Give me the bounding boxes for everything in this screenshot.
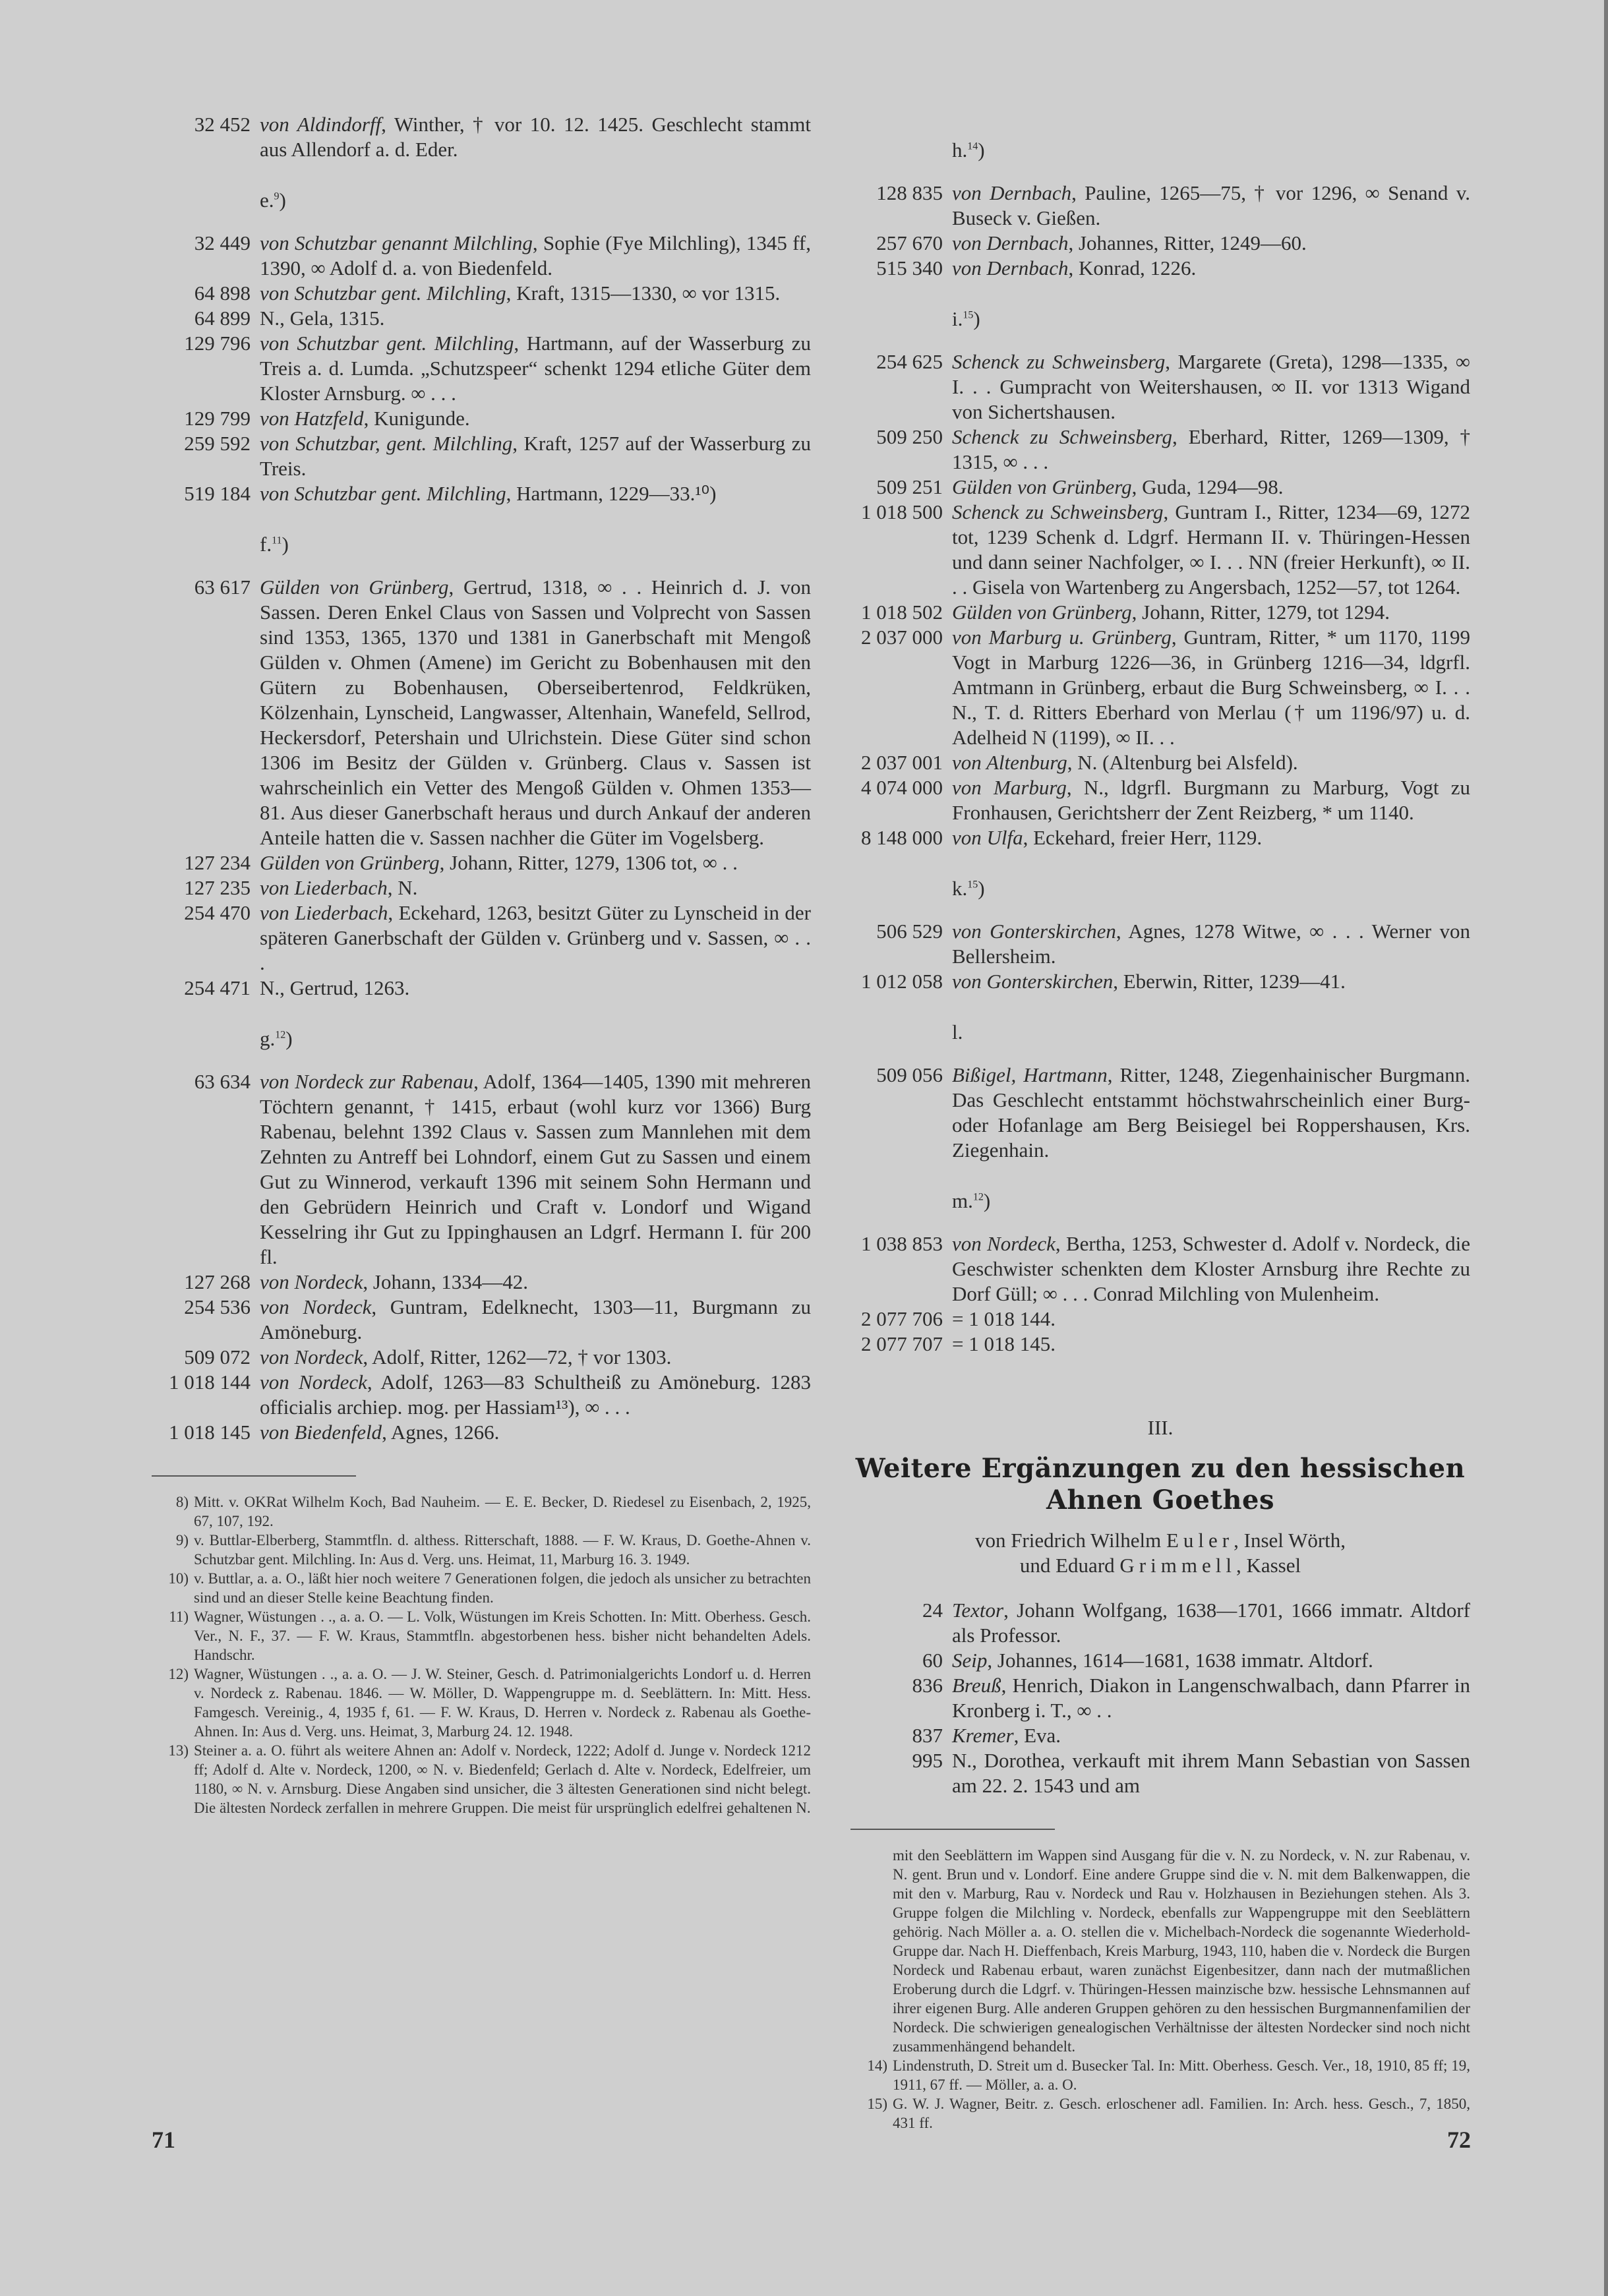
- entry-text: [260, 306, 811, 331]
- footnote: [152, 1531, 811, 1569]
- byline-text: , Insel Wörth,: [1234, 1529, 1346, 1552]
- entry-text: [952, 750, 1470, 775]
- entry-text: [952, 1723, 1470, 1748]
- family-name: Bißigel, Hartmann: [952, 1063, 1108, 1086]
- entry-text: [952, 1231, 1470, 1307]
- ahnen-number: 129 799: [184, 407, 251, 430]
- entry-text: [260, 112, 811, 162]
- ahnen-number: 509 056: [876, 1063, 943, 1086]
- section-label: i.$^{15}$): [952, 307, 980, 330]
- ahnen-number: 259 592: [184, 432, 251, 455]
- family-name: Gülden von Grünberg: [260, 851, 440, 874]
- entry-text: [260, 1295, 811, 1345]
- ahnen-number: 257 670: [876, 231, 943, 254]
- footnote-13-continuation: mit den Seeblättern im Wappen sind Ausgang für die v. N. zu Nordeck, v. N. zur Rabenau, v. N. gent. Brun und v. Londorf. Eine andere Gruppe sind die v. N. mit dem Balkenwappen, die mit den v. Marburg, Rau v. Nordeck und Rau v. Holzhausen in Beziehungen stehen. Als 3. Gruppe folgen die Milchling v. Nordeck, ebenfalls zur Wappengruppe mit den Seeblättern gehörig. Nach Möller a. a. O. stellen die v. Michelbach-Nordeck die sogenannte Wiederhold-Gruppe dar. Nach H. Dieffenbach, Kreis Marburg, 1943, 110, haben die v. Nordeck die Burgen Nordeck und Rabenau erbaut, waren zunächst Eigenbesitzer, dann nach der mutmaßlichen Eroberung durch die Ldgrf. v. Thüringen-Hessen mainzische bzw. hessische Lehnsmannen auf ihrer eigenen Burg. Alle anderen Gruppen gehören zu den hessischen Burgmannenfamilien der Nordeck. Die schwierigen genealogischen Verhältnisse der ältesten Nordecker sind noch nicht zusammenhängend behandelt.: [893, 1847, 1470, 2055]
- right-footnotes: [850, 1846, 1470, 2133]
- ahnen-number: 128 835: [876, 181, 943, 204]
- entry-details: , Henrich, Diakon in Langenschwalbach, dann Pfarrer in Kronberg i. T., ∞ . .: [952, 1674, 1470, 1722]
- ahnen-number: 2 077 706: [861, 1307, 943, 1330]
- section-letter: h.: [952, 138, 968, 162]
- entry-details: , Eckehard, freier Herr, 1129.: [1023, 826, 1263, 849]
- ahnen-number: 837: [912, 1724, 943, 1747]
- section-letter: k.: [952, 877, 968, 900]
- family-name: von Nordeck: [260, 1270, 363, 1293]
- footnote-number: 13): [168, 1742, 189, 1759]
- genealogy-entry: [152, 481, 811, 506]
- genealogy-entry: [850, 1723, 1470, 1748]
- byline-text: , Kassel: [1236, 1554, 1301, 1577]
- section-letter: l.: [952, 1020, 963, 1044]
- family-name: Breuß: [952, 1674, 1001, 1697]
- right-entries: [850, 138, 1470, 1357]
- ahnen-number: 24: [922, 1599, 943, 1622]
- article-title-line2: Ahnen Goethes: [1046, 1485, 1274, 1516]
- entry-details: , Adolf, Ritter, 1262—72, † vor 1303.: [363, 1345, 672, 1369]
- entry-details: N., Gela, 1315.: [260, 307, 385, 330]
- genealogy-entry: [850, 475, 1470, 500]
- ahnen-number: 509 072: [184, 1345, 251, 1369]
- entry-details: , Agnes, 1266.: [382, 1421, 500, 1444]
- entry-details: N., Dorothea, verkauft mit ihrem Mann Sebastian von Sassen am 22. 2. 1543 und am: [952, 1749, 1470, 1797]
- entry-details: , Guntram I., Ritter, 1234—69, 1272 tot, 1239 Schenk d. Ldgrf. Hermann II. v. Thüringen-Hessen und dann seiner Nachfolger, ∞ I. . . NN (freier Herkunft), ∞ II. . . Gisela von Wartenberg zu Angersbach, 1252—57, tot 1264.: [952, 500, 1470, 599]
- genealogy-entry: [850, 775, 1470, 825]
- footnote-number: 15): [867, 2096, 887, 2112]
- family-name: von Altenburg: [952, 751, 1067, 774]
- entry-details: , Winther, † vor 10. 12. 1425. Geschlecht stammt aus Allendorf a. d. Eder.: [260, 113, 811, 161]
- entry-text: [260, 1069, 811, 1270]
- footnote: [850, 2094, 1470, 2133]
- entry-text: [260, 1370, 811, 1420]
- left-page-column: [152, 112, 811, 1817]
- entry-details: , Adolf, 1364—1405, 1390 mit mehreren Töchtern genannt, † 1415, erbaut (wohl kurz vor 1366) Burg Rabenau, belehnt 1392 Claus v. Sassen zum Mannlehen mit dem Zehnten zu Antreff bei Lohndorf, einem Gut zu Sassen und einem Gut zu Winnerod, verkauft 1396 mit seinem Sohn Hermann und den Gebrüdern Heinrich und Craft v. Londorf und Wigand Kesselring ihr Gut zu Ippinghausen an Ldgrf. Hermann I. für 200 fl.: [260, 1070, 811, 1268]
- ahnen-number: 4 074 000: [861, 776, 943, 799]
- footnote-text: Lindenstruth, D. Streit um d. Busecker Tal. In: Mitt. Oberhess. Gesch. Ver., 18, 1910, 85 ff; 19, 1911, 67 ff. — Möller, a. a. O.: [893, 2057, 1470, 2093]
- genealogy-entry: [152, 1420, 811, 1445]
- ahnen-number: 836: [912, 1674, 943, 1697]
- entry-text: [260, 281, 811, 306]
- entry-details: , Johann Wolfgang, 1638—1701, 1666 immatr. Altdorf als Professor.: [952, 1599, 1470, 1647]
- entry-text: [260, 1270, 811, 1295]
- entry-details: , Guntram, Edelknecht, 1303—11, Burgmann zu Amöneburg.: [260, 1295, 811, 1343]
- genealogy-entry: [152, 976, 811, 1001]
- entry-text: [260, 431, 811, 481]
- footnote: [152, 1664, 811, 1741]
- genealogy-entry: [850, 1598, 1470, 1648]
- entry-text: [952, 425, 1470, 475]
- genealogy-entry: [152, 431, 811, 481]
- section-label: [850, 1020, 1470, 1044]
- family-name: Seip: [952, 1649, 988, 1672]
- footnote: [850, 2056, 1470, 2094]
- genealogy-entry: [152, 1295, 811, 1345]
- author-grimmell: Grimmell: [1119, 1554, 1236, 1577]
- ahnen-number: 254 470: [184, 901, 251, 924]
- entry-details: , Eva.: [1013, 1724, 1061, 1747]
- family-name: Gülden von Grünberg: [952, 601, 1132, 624]
- family-name: von Liederbach: [260, 901, 388, 924]
- entry-details: , Hartmann, auf der Wasserburg zu Treis a. d. Lumda. „Schutzspeer“ schenkt 1294 etliche Güter dem Kloster Arnsburg. ∞ . . .: [260, 332, 811, 405]
- genealogy-entry: [152, 850, 811, 875]
- genealogy-entry: [152, 406, 811, 431]
- ahnen-number: 63 634: [194, 1070, 251, 1093]
- footnote-rule: [152, 1475, 356, 1477]
- entry-text: [952, 919, 1470, 969]
- genealogy-entry: [152, 875, 811, 900]
- ahnen-number: 64 898: [194, 281, 251, 305]
- right-footnote-list: [850, 2056, 1470, 2133]
- entry-text: [952, 1307, 1470, 1332]
- entry-text: [260, 976, 811, 1001]
- article-title-line1: Weitere Ergänzungen zu den hessischen: [855, 1453, 1466, 1484]
- section-label: h.$^{14}$): [952, 138, 985, 162]
- family-name: von Ulfa: [952, 826, 1023, 849]
- genealogy-entry: [850, 1231, 1470, 1307]
- ahnen-number: 1 018 502: [861, 601, 943, 624]
- footnote-text: v. Buttlar-Elberberg, Stammtfln. d. althess. Ritterschaft, 1888. — F. W. Kraus, D. Goethe-Ahnen v. Schutzbar gent. Milchling. In: Aus d. Verg. uns. Heimat, 11, Marburg 16. 3. 1949.: [194, 1532, 811, 1568]
- family-name: von Nordeck: [260, 1370, 367, 1394]
- entry-text: [260, 1420, 811, 1445]
- ahnen-number: 254 625: [876, 350, 943, 373]
- page-edge: [1604, 0, 1608, 2296]
- family-name: von Schutzbar gent. Milchling: [260, 482, 506, 505]
- section-label: m.$^{12}$): [952, 1189, 991, 1212]
- entry-details: , Adolf, 1263—83 Schultheiß zu Amöneburg. 1283 officialis archiep. mog. per Hassiam¹³), ∞ . . .: [260, 1370, 811, 1419]
- footnote-number: 9): [175, 1532, 189, 1548]
- family-name: von Marburg u. Grünberg: [952, 626, 1172, 649]
- ahnen-number: 254 471: [184, 976, 251, 999]
- genealogy-entry: [850, 825, 1470, 850]
- footnote-text: v. Buttlar, a. a. O., läßt hier noch weitere 7 Generationen folgen, die jedoch als unsicher zu betrachten sind und an dieser Stelle keine Beachtung finden.: [194, 1570, 811, 1606]
- entry-text: [260, 406, 811, 431]
- entry-text: [260, 850, 811, 875]
- family-name: von Biedenfeld: [260, 1421, 382, 1444]
- page-number-left: 71: [152, 2127, 175, 2153]
- footnote-rule: [850, 1829, 1055, 1830]
- footnote-number: 8): [175, 1494, 189, 1510]
- ahnen-number: 995: [912, 1749, 943, 1772]
- family-name: von Nordeck: [260, 1345, 363, 1369]
- footnote-ref: 9: [274, 191, 280, 202]
- ahnen-number: 509 250: [876, 425, 943, 448]
- ahnen-number: 509 251: [876, 475, 943, 498]
- left-entries: [152, 112, 811, 1445]
- footnote: [152, 1741, 811, 1817]
- footnote-ref: 14: [967, 140, 978, 152]
- genealogy-entry: [850, 1748, 1470, 1798]
- genealogy-entry: [152, 1069, 811, 1270]
- genealogy-entry: [850, 349, 1470, 425]
- family-name: von Gonterskirchen: [952, 970, 1114, 993]
- entry-details: , Hartmann, 1229—33.¹⁰): [506, 482, 717, 505]
- genealogy-entry: [152, 575, 811, 850]
- entry-details: , Eberhard, Ritter, 1269—1309, † 1315, ∞ . . .: [952, 425, 1470, 473]
- family-name: von Aldindorff: [260, 113, 382, 136]
- footnote: [152, 1569, 811, 1607]
- genealogy-entry: [850, 231, 1470, 256]
- genealogy-entry: [152, 231, 811, 281]
- section-letter: g.: [260, 1027, 276, 1050]
- ahnen-number: 127 235: [184, 876, 251, 899]
- footnote-ref: 15: [963, 309, 974, 321]
- entry-details: , Johann, 1334—42.: [363, 1270, 528, 1293]
- left-footnotes: [152, 1492, 811, 1817]
- family-name: von Schutzbar gent. Milchling: [260, 332, 514, 355]
- genealogy-entry: [850, 500, 1470, 600]
- genealogy-entry: [850, 969, 1470, 994]
- family-name: von Schutzbar, gent. Milchling: [260, 432, 513, 455]
- ahnen-number: 2 037 000: [861, 626, 943, 649]
- entry-text: [952, 1063, 1470, 1163]
- ahnen-number: 127 234: [184, 851, 251, 874]
- genealogy-entry: [850, 256, 1470, 281]
- family-name: Schenck zu Schweinsberg: [952, 500, 1164, 523]
- entry-text: [952, 969, 1470, 994]
- genealogy-entry: [850, 1063, 1470, 1163]
- entry-text: [952, 625, 1470, 750]
- ahnen-number: 8 148 000: [861, 826, 943, 849]
- ahnen-number: 1 018 500: [861, 500, 943, 523]
- footnote-ref: 15: [967, 879, 978, 891]
- ahnen-number: 32 452: [194, 113, 251, 136]
- entry-details: , Sophie (Fye Milchling), 1345 ff, 1390, ∞ Adolf d. a. von Biedenfeld.: [260, 231, 811, 280]
- footnote-number: 12): [168, 1666, 189, 1682]
- footnote-text: Wagner, Wüstungen . ., a. a. O. — L. Volk, Wüstungen im Kreis Schotten. In: Mitt. Oberhess. Gesch. Ver., N. F., 37. — F. W. Kraus, Stammtfln. abgestorbenen hess. bisher nicht behandelten Adels. Handschr.: [194, 1608, 811, 1663]
- entry-details: , Ritter, 1248, Ziegenhainischer Burgmann. Das Geschlecht entstammt höchstwahrscheinlich einer Burg- oder Hofanlage am Berg Beisiegel bei Roppershausen, Krs. Ziegenhain.: [952, 1063, 1470, 1162]
- entry-details: , Agnes, 1278 Witwe, ∞ . . . Werner von Bellersheim.: [952, 920, 1470, 968]
- entry-text: [260, 900, 811, 976]
- footnote-text: Steiner a. a. O. führt als weitere Ahnen an: Adolf v. Nordeck, 1222; Adolf d. Junge v. Nordeck 1212 ff; Adolf d. Alte v. Nordeck, 1200, ∞ N. v. Biedenfeld; Gerlach d. Alte v. Nordeck, Edelfreier, um 1180, ∞ N. v. Arnsburg. Diese Angaben sind unsicher, die 3 ältesten Generationen sind nicht belegt. Die ältesten Nordeck zerfallen in mehrere Gruppen. Die meist für ursprünglich edelfrei gehaltenen N.: [194, 1742, 811, 1816]
- entry-details: , Bertha, 1253, Schwester d. Adolf v. Nordeck, die Geschwister schenkten dem Kloster Arnsburg ihre Rechte zu Dorf Güll; ∞ . . . Conrad Milchling von Mulenheim.: [952, 1232, 1470, 1305]
- family-name: von Marburg: [952, 776, 1067, 799]
- ahnen-number: 63 617: [194, 575, 251, 599]
- ahnen-number: 2 037 001: [861, 751, 943, 774]
- ahnen-number: 32 449: [194, 231, 251, 254]
- genealogy-entry: [850, 750, 1470, 775]
- footnote: [152, 1607, 811, 1664]
- genealogy-entry: [850, 181, 1470, 231]
- family-name: Gülden von Grünberg: [260, 575, 449, 599]
- article-entries: [850, 1598, 1470, 1798]
- section-letter: i.: [952, 307, 963, 330]
- entry-text: [952, 256, 1470, 281]
- genealogy-entry: [850, 1332, 1470, 1357]
- family-name: Kremer: [952, 1724, 1014, 1747]
- ahnen-number: 506 529: [876, 920, 943, 943]
- entry-text: [952, 1332, 1470, 1357]
- family-name: von Nordeck zur Rabenau: [260, 1070, 474, 1093]
- entry-details: , Guda, 1294—98.: [1131, 475, 1284, 498]
- ahnen-number: 129 796: [184, 332, 251, 355]
- ahnen-number: 515 340: [876, 256, 943, 280]
- section-label: g.$^{12}$): [260, 1027, 293, 1050]
- entry-details: , Eckehard, 1263, besitzt Güter zu Lynscheid in der späteren Ganerbschaft der Gülden v. Grünberg und v. Sassen, ∞ . . .: [260, 901, 811, 974]
- entry-text: [952, 1598, 1470, 1648]
- genealogy-entry: [152, 331, 811, 406]
- entry-details: , N. (Altenburg bei Alsfeld).: [1067, 751, 1298, 774]
- family-name: von Gonterskirchen: [952, 920, 1116, 943]
- family-name: Textor: [952, 1599, 1004, 1622]
- genealogy-entry: [850, 1307, 1470, 1332]
- entry-details: , N.: [387, 876, 418, 899]
- entry-details: = 1 018 145.: [952, 1332, 1056, 1355]
- entry-text: [952, 600, 1470, 625]
- byline-text: und Eduard: [1019, 1554, 1120, 1577]
- entry-details: , Johannes, 1614—1681, 1638 immatr. Altdorf.: [987, 1649, 1373, 1672]
- entry-details: , Johannes, Ritter, 1249—60.: [1068, 231, 1307, 254]
- ahnen-number: 1 018 145: [169, 1421, 251, 1444]
- article-byline: [850, 1528, 1470, 1578]
- entry-text: [260, 1345, 811, 1370]
- footnote-number: 10): [168, 1570, 189, 1587]
- ahnen-number: 1 012 058: [861, 970, 943, 993]
- ahnen-number: 1 038 853: [861, 1232, 943, 1255]
- family-name: von Dernbach: [952, 256, 1069, 280]
- ahnen-number: 1 018 144: [169, 1370, 251, 1394]
- ahnen-number: 127 268: [184, 1270, 251, 1293]
- genealogy-entry: [152, 900, 811, 976]
- genealogy-entry: [152, 112, 811, 162]
- entry-text: [260, 331, 811, 406]
- footnote-text: G. W. J. Wagner, Beitr. z. Gesch. erloschener adl. Familien. In: Arch. hess. Gesch., 7, 1850, 431 ff.: [893, 2096, 1470, 2131]
- family-name: von Schutzbar genannt Milchling: [260, 231, 533, 254]
- right-page-column: [850, 112, 1470, 2133]
- ahnen-number: 254 536: [184, 1295, 251, 1318]
- genealogy-entry: [850, 1673, 1470, 1723]
- entry-details: , Pauline, 1265—75, † vor 1296, ∞ Senand v. Buseck v. Gießen.: [952, 181, 1470, 229]
- genealogy-entry: [850, 919, 1470, 969]
- article-title: [850, 1453, 1470, 1516]
- ahnen-number: 60: [922, 1649, 943, 1672]
- footnote-ref: 12: [275, 1029, 286, 1041]
- entry-details: = 1 018 144.: [952, 1307, 1056, 1330]
- family-name: von Hatzfeld: [260, 407, 364, 430]
- footnote-text: Mitt. v. OKRat Wilhelm Koch, Bad Nauheim. — E. E. Becker, D. Riedesel zu Eisenbach, 2, 1925, 67, 107, 192.: [194, 1494, 811, 1529]
- entry-details: , Kraft, 1257 auf der Wasserburg zu Treis.: [260, 432, 812, 480]
- ahnen-number: 519 184: [184, 482, 251, 505]
- entry-text: [952, 475, 1470, 500]
- footnote-text: Wagner, Wüstungen . ., a. a. O. — J. W. Steiner, Gesch. d. Patrimonialgerichts Londorf u. d. Herren v. Nordeck z. Rabenau. 1846. — W. Möller, D. Wappengruppe m. d. Seeblättern. In: Mitt. Hess. Famgesch. Vereinig., 4, 1935 f, 61. — F. W. Kraus, D. Herren v. Nordeck z. Rabenau als Goethe-Ahnen. In: Aus d. Verg. uns. Heimat, 3, Marburg 24. 12. 1948.: [194, 1666, 811, 1740]
- genealogy-entry: [152, 1370, 811, 1420]
- genealogy-entry: [850, 625, 1470, 750]
- entry-details: , Kraft, 1315—1330, ∞ vor 1315.: [506, 281, 781, 305]
- footnote-ref: 12: [972, 1191, 984, 1203]
- entry-details: , Kunigunde.: [363, 407, 470, 430]
- family-name: Gülden von Grünberg: [952, 475, 1132, 498]
- footnote-number: 14): [867, 2057, 887, 2074]
- family-name: von Nordeck: [260, 1295, 372, 1318]
- genealogy-entry: [152, 1270, 811, 1295]
- family-name: von Nordeck: [952, 1232, 1056, 1255]
- ahnen-number: 64 899: [194, 307, 251, 330]
- entry-text: [260, 481, 811, 506]
- genealogy-entry: [152, 306, 811, 331]
- entry-details: , Eberwin, Ritter, 1239—41.: [1113, 970, 1346, 993]
- section-letter: f.: [260, 533, 272, 556]
- section-label: e.$^9$): [260, 189, 286, 212]
- entry-text: [952, 1673, 1470, 1723]
- footnote: [152, 1492, 811, 1531]
- entry-text: [260, 875, 811, 900]
- genealogy-entry: [850, 600, 1470, 625]
- entry-text: [952, 1748, 1470, 1798]
- entry-details: , Guntram, Ritter, * um 1170, 1199 Vogt in Marburg 1226—36, in Grünberg 1216—34, ldgrfl. Amtmann in Grünberg, erbaut die Burg Schweinsberg, ∞ I. . . N., T. d. Ritters Eberhard von Merlau († um 1196/97) u. d. Adelheid N (1199), ∞ II. . .: [952, 626, 1470, 749]
- entry-details: , Margarete (Greta), 1298—1335, ∞ I. . . Gumpracht von Weitershausen, ∞ II. vor 1313 Wigand von Sichertshausen.: [952, 350, 1470, 423]
- entry-details: , Konrad, 1226.: [1068, 256, 1197, 280]
- author-euler: Euler: [1166, 1529, 1234, 1552]
- family-name: Schenck zu Schweinsberg: [952, 425, 1172, 448]
- entry-text: [260, 575, 811, 850]
- genealogy-entry: [152, 281, 811, 306]
- family-name: Schenck zu Schweinsberg: [952, 350, 1166, 373]
- entry-text: [952, 231, 1470, 256]
- family-name: von Dernbach: [952, 231, 1069, 254]
- footnote-ref: 11: [272, 535, 282, 546]
- footnote-number: 11): [169, 1608, 189, 1625]
- entry-details: , Johann, Ritter, 1279, 1306 tot, ∞ . .: [439, 851, 738, 874]
- entry-details: , N., ldgrfl. Burgmann zu Marburg, Vogt zu Fronhausen, Gerichtsherr der Zent Reizberg, * um 1140.: [952, 776, 1470, 824]
- family-name: von Liederbach: [260, 876, 388, 899]
- section-letter: e.: [260, 189, 274, 212]
- entry-details: , Johann, Ritter, 1279, tot 1294.: [1131, 601, 1390, 624]
- entry-text: [952, 825, 1470, 850]
- genealogy-entry: [152, 1345, 811, 1370]
- entry-text: [952, 1648, 1470, 1673]
- section-letter: m.: [952, 1189, 973, 1212]
- entry-text: [952, 775, 1470, 825]
- entry-details: N., Gertrud, 1263.: [260, 976, 410, 999]
- page-number-right: 72: [1447, 2127, 1471, 2153]
- entry-text: [952, 349, 1470, 425]
- article-section-number: III.: [1147, 1416, 1174, 1439]
- genealogy-entry: [850, 425, 1470, 475]
- family-name: von Dernbach: [952, 181, 1072, 204]
- section-label: f.$^{11}$): [260, 533, 289, 556]
- byline-text: von Friedrich Wilhelm: [974, 1529, 1166, 1552]
- entry-text: [260, 231, 811, 281]
- genealogy-entry: [850, 1648, 1470, 1673]
- ahnen-number: 2 077 707: [861, 1332, 943, 1355]
- entry-details: , Gertrud, 1318, ∞ . . Heinrich d. J. von Sassen. Deren Enkel Claus von Sassen und Volprecht von Sassen sind 1353, 1365, 1370 und 1381 in Ganerbschaft mit Mengoß Gülden v. Ohmen (Amene) im Gericht zu Bobenhausen mit den Gütern zu Bobenhausen, Oberseibertenrod, Feldkrüken, Kölzenhain, Lynscheid, Langwasser, Altenhain, Wanefeld, Sellrod, Heckersdorf, Petershain und Ulrichstein. Diese Güter sind schon 1306 im Besitz der Gülden v. Grünberg. Claus v. Sassen ist wahrscheinlich ein Vetter des Mengoß Gülden v. Ohmen 1353—81. Aus dieser Ganerbschaft heraus und durch Ankauf der anderen Anteile hatten die v. Sassen nachher die Güter im Vogelsberg.: [260, 575, 811, 849]
- section-label: k.$^{15}$): [952, 877, 985, 900]
- entry-text: [952, 181, 1470, 231]
- entry-text: [952, 500, 1470, 600]
- family-name: von Schutzbar gent. Milchling: [260, 281, 506, 305]
